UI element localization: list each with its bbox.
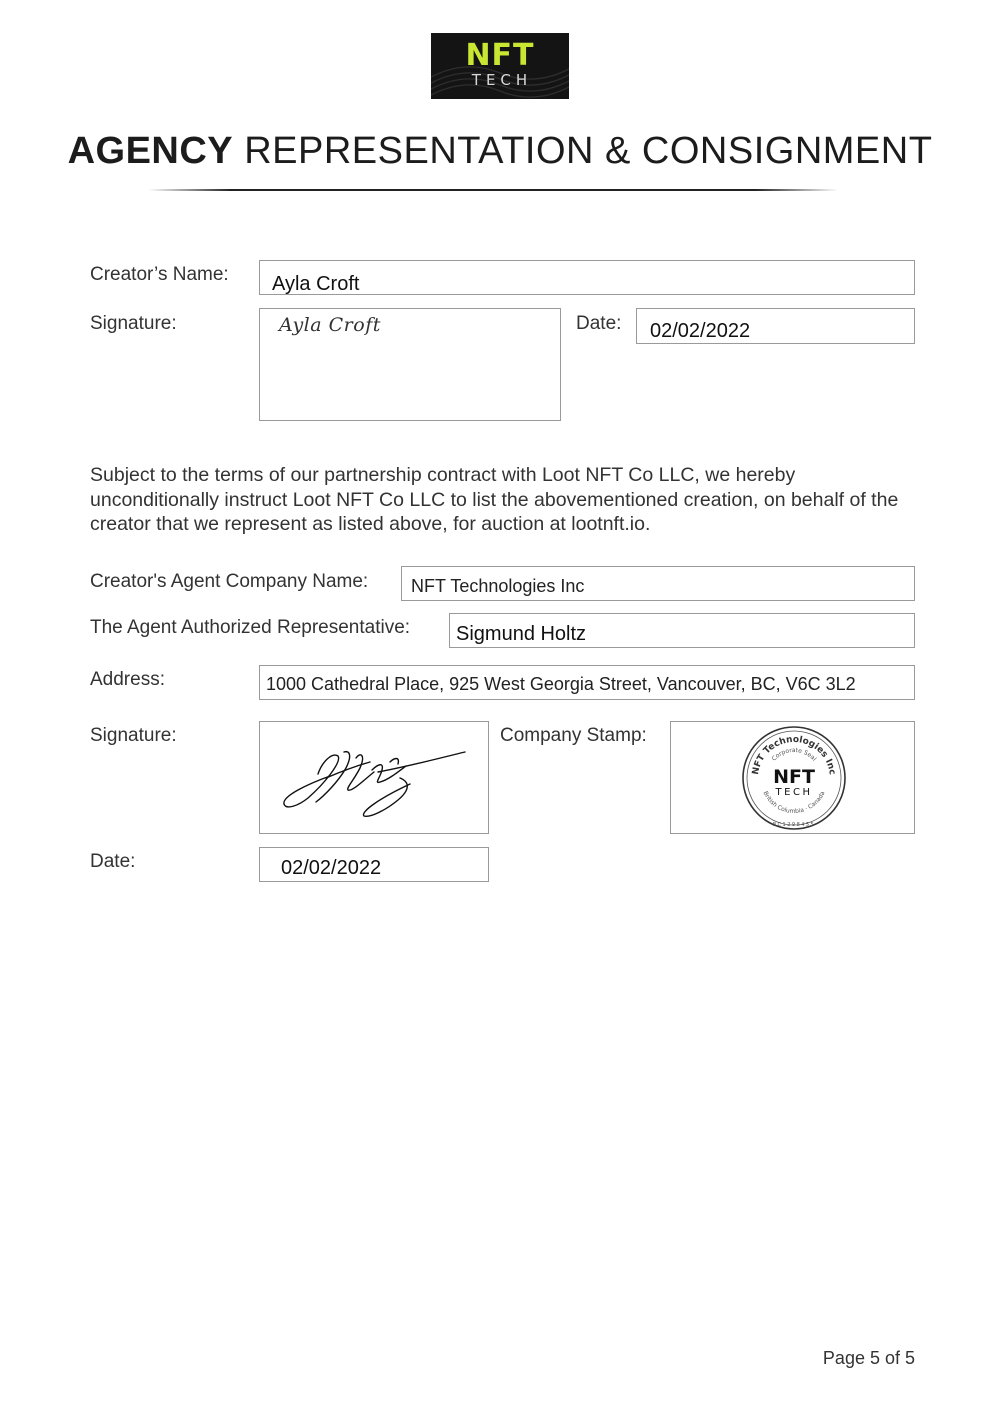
agent-date-value: 02/02/2022 <box>281 857 382 879</box>
title-rest: REPRESENTATION & CONSIGNMENT <box>244 130 933 172</box>
title-bold: AGENCY <box>67 130 234 172</box>
company-logo <box>431 33 569 99</box>
seal-tech-text: TECH <box>775 787 813 798</box>
company-stamp-box <box>670 721 915 834</box>
logo-tech-text: TECH <box>471 71 533 89</box>
agent-signature-image <box>260 722 488 833</box>
company-seal-stamp <box>741 725 847 831</box>
agent-signature-label: Signature: <box>90 725 177 746</box>
page-number: Page 5 of 5 <box>822 1348 915 1368</box>
creator-date-field[interactable] <box>636 308 915 344</box>
creator-signature-handwriting: Ayla Croft <box>279 314 381 336</box>
address-label: Address: <box>90 669 165 690</box>
agent-company-value: NFT Technologies Inc <box>411 576 585 596</box>
seal-nft-text: NFT <box>773 766 815 788</box>
agent-company-field[interactable] <box>401 566 915 601</box>
creator-date-label: Date: <box>576 313 622 334</box>
creator-name-field[interactable] <box>259 260 915 295</box>
agent-rep-label: The Agent Authorized Representative: <box>90 617 411 638</box>
document-title <box>0 128 1000 174</box>
seal-top-text: NFT Technologies Inc <box>751 734 837 776</box>
address-field[interactable] <box>259 665 915 700</box>
seal-inner-text: Corporate Seal <box>770 746 818 763</box>
creator-name-label: Creator’s Name: <box>90 264 229 285</box>
agent-signature-box[interactable] <box>259 721 489 834</box>
agent-date-label: Date: <box>90 851 136 872</box>
agent-rep-value: Sigmund Holtz <box>456 623 587 645</box>
creator-date-value: 02/02/2022 <box>650 320 751 342</box>
creator-name-value: Ayla Croft <box>272 273 360 295</box>
agent-date-field[interactable] <box>259 847 489 882</box>
creator-signature-label: Signature: <box>90 313 177 334</box>
creator-signature-box[interactable] <box>259 308 561 421</box>
logo-nft-text: NFT <box>465 38 535 73</box>
seal-number: BC1298455 <box>772 822 816 828</box>
title-divider <box>148 189 838 191</box>
address-value: 1000 Cathedral Place, 925 West Georgia Street, Vancouver, BC, V6C 3L2 <box>266 674 856 694</box>
company-stamp-label: Company Stamp: <box>500 725 647 746</box>
agent-company-label: Creator's Agent Company Name: <box>90 571 369 592</box>
instruction-paragraph: Subject to the terms of our partnership contract with Loot NFT Co LLC, we hereby unconditionally instruct Loot NFT Co LLC to list the abovementioned creation, on behalf of the creator that we represent as listed above, for auction at lootnft.io. <box>90 464 899 535</box>
agent-rep-field[interactable] <box>449 613 915 648</box>
seal-bottom-text: British Columbia · Canada <box>761 790 827 816</box>
